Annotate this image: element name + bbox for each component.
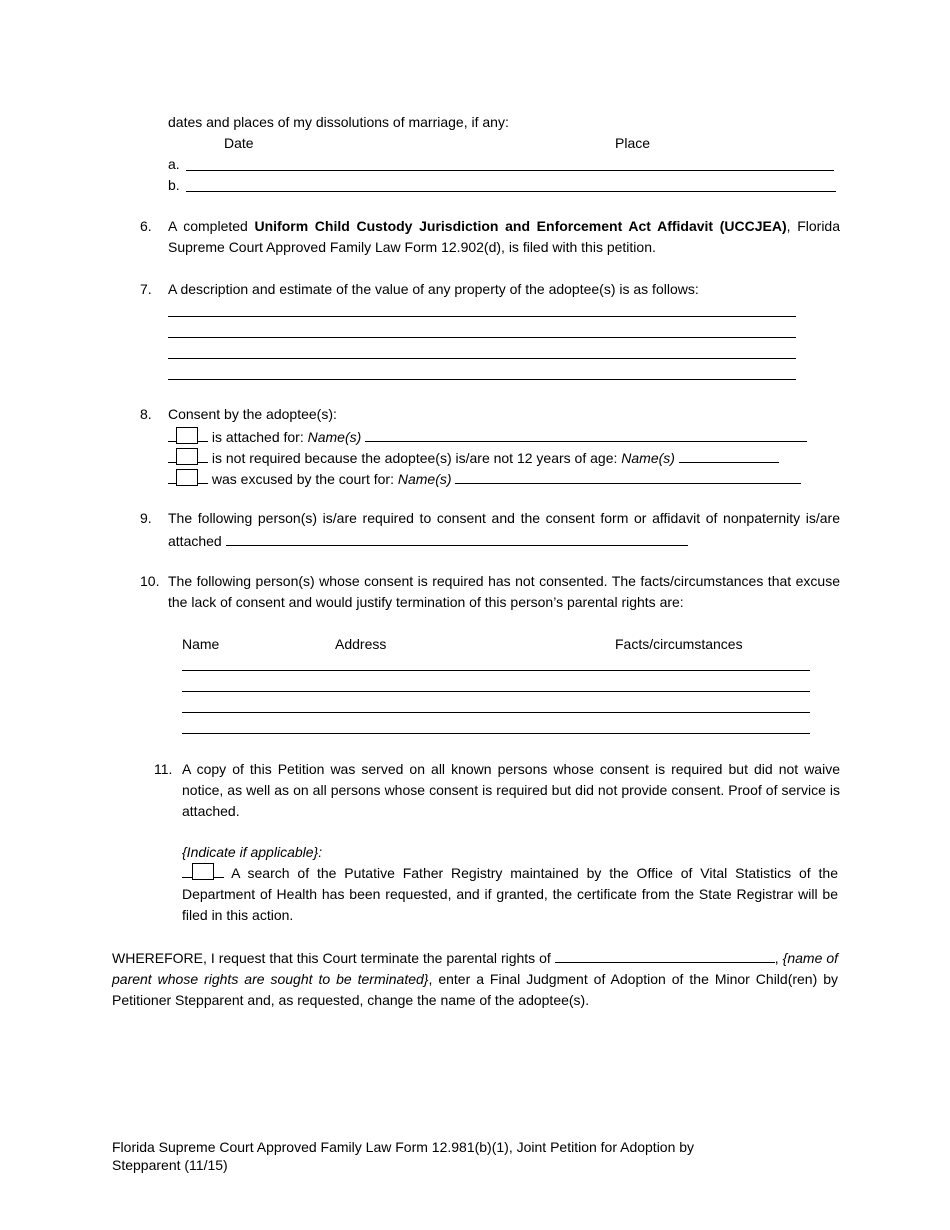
item-9-number: 9.: [140, 510, 152, 526]
item-11-number: 11.: [154, 761, 173, 777]
name-label: Name(s): [307, 429, 362, 445]
nonconsent-line[interactable]: [182, 691, 810, 692]
row-a-label: a.: [168, 156, 180, 172]
consent-attached-checkbox[interactable]: [176, 427, 198, 444]
consent-option-attached: [168, 425, 807, 448]
item-9: [140, 508, 840, 552]
item-6-post: , Florida Supreme Court Approved Family Law Form 12.902(d), is filed with this petition.: [168, 218, 840, 255]
property-line[interactable]: [168, 358, 796, 359]
property-line[interactable]: [168, 316, 796, 317]
item-11-text: A copy of this Petition was served on all known persons whose consent is required but did not waive notice, as well as on all persons whose consent is required but did not provide consent. Proof of service is attached.: [182, 761, 840, 819]
name-label: Name(s): [621, 450, 675, 466]
item-6-pre: A completed: [168, 218, 255, 234]
nonconsent-line[interactable]: [182, 670, 810, 671]
consent-attached-label: is attached for:: [211, 429, 304, 445]
item-7: [140, 279, 840, 301]
consent-attached-names-field[interactable]: [365, 425, 807, 442]
putative-father-registry: [182, 863, 838, 925]
item-10: [140, 571, 840, 637]
consent-excused-checkbox[interactable]: [176, 469, 198, 486]
wherefore-italic: {name of parent whose rights are sought to be terminated}: [112, 950, 838, 987]
item-10-number: 10.: [140, 573, 160, 589]
wherefore-clause: [112, 946, 838, 1010]
column-address-label: Address: [335, 636, 387, 652]
item-6: [140, 216, 840, 260]
column-name-label: Name: [182, 636, 220, 652]
wherefore-pre: WHEREFORE, I request that this Court terminate the parental rights of: [112, 950, 551, 966]
nonconsent-line[interactable]: [182, 712, 810, 713]
dissolution-row-a-line[interactable]: [186, 170, 834, 171]
item-10-text: The following person(s) whose consent is required has not consented. The facts/circumstances that excuse the lack of consent and would justify termination of this person’s parental rights are:: [168, 573, 840, 610]
item-8-heading: Consent by the adoptee(s):: [168, 406, 337, 422]
item-8: [140, 404, 840, 426]
consent-not-required-checkbox[interactable]: [176, 448, 198, 465]
parent-name-field[interactable]: [555, 946, 775, 963]
consent-excused-names-field[interactable]: [455, 467, 801, 484]
item-6-text: [168, 216, 840, 258]
uccjea-title: Uniform Child Custody Jurisdiction and Enforcement Act Affidavit (UCCJEA): [254, 218, 787, 234]
item-7-text: A description and estimate of the value of any property of the adoptee(s) is as follows:: [168, 281, 699, 297]
registry-text: A search of the Putative Father Registry maintained by the Office of Vital Statistics of the Department of Health has been requested, and if granted, the certificate from the State Registrar will be filed in this action.: [182, 865, 838, 923]
item-6-number: 6.: [140, 218, 152, 234]
property-line[interactable]: [168, 337, 796, 338]
required-consent-persons-field[interactable]: [226, 529, 688, 546]
column-facts-label: Facts/circumstances: [615, 636, 743, 652]
registry-search-checkbox[interactable]: [192, 863, 214, 880]
consent-not-required-label: is not required because the adoptee(s) is/are not 12 years of age:: [211, 450, 618, 466]
name-label: Name(s): [397, 471, 452, 487]
item-9-body: The following person(s) is/are required to consent and the consent form or affidavit of nonpaternity is/are attached: [168, 510, 840, 549]
column-date-label: Date: [224, 135, 254, 151]
item-8-number: 8.: [140, 406, 152, 422]
item-9-text: [168, 508, 840, 552]
property-line[interactable]: [168, 379, 796, 380]
wherefore-comma: ,: [774, 950, 779, 966]
nonconsent-line[interactable]: [182, 733, 810, 734]
dissolution-intro: dates and places of my dissolutions of marriage, if any:: [168, 114, 509, 130]
consent-option-excused: [168, 467, 801, 490]
consent-not-required-names-field[interactable]: [679, 446, 779, 463]
item-11: [154, 759, 840, 825]
consent-option-not-required: [168, 446, 779, 469]
column-place-label: Place: [615, 135, 651, 151]
footer-line-2: Stepparent (11/15): [112, 1157, 228, 1173]
wherefore-post: , enter a Final Judgment of Adoption of the Minor Child(ren) by Petitioner Stepparent and, as requested, change the name of the adoptee(s).: [112, 970, 839, 1008]
consent-excused-label: was excused by the court for:: [211, 471, 394, 487]
indicate-if-applicable: {Indicate if applicable}:: [182, 844, 323, 860]
row-b-label: b.: [168, 177, 180, 193]
item-7-number: 7.: [140, 281, 152, 297]
footer-line-1: Florida Supreme Court Approved Family Law Form 12.981(b)(1), Joint Petition for Adoption by: [112, 1139, 695, 1155]
dissolution-row-b-line[interactable]: [186, 191, 836, 192]
